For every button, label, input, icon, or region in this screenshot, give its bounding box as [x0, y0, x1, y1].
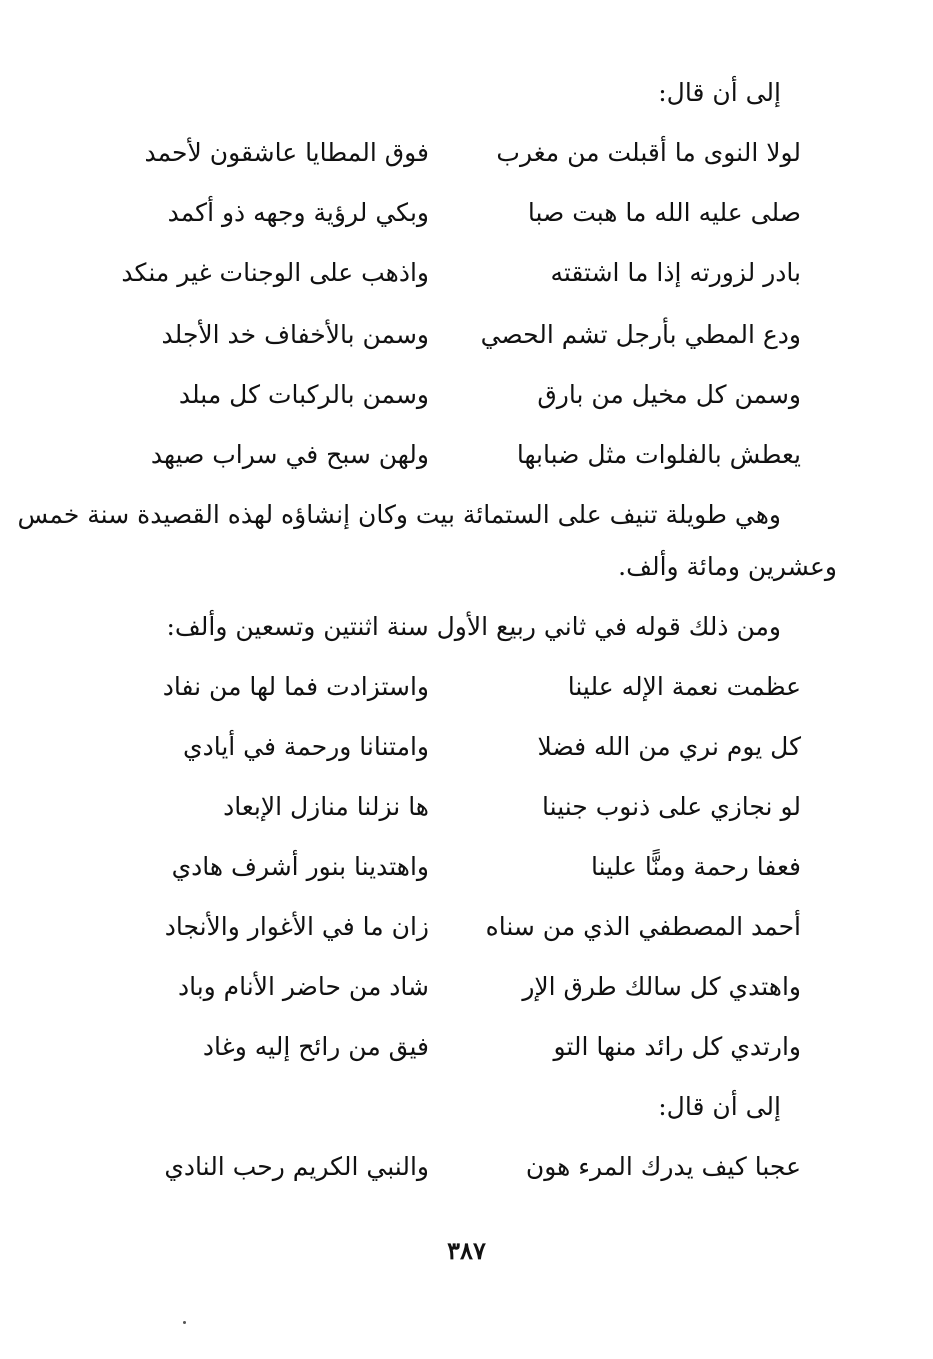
verse-sadr: فعفا رحمة ومنًّا علينا — [590, 852, 801, 881]
verse-ajuz: ها نزلنا منازل الإبعاد — [223, 792, 429, 821]
verse-sadr: عجبا كيف يدرك المرء هون — [525, 1152, 801, 1181]
verse-sadr: وسمن كل مخيل من بارق — [537, 380, 801, 409]
verse-ajuz: فيق من رائح إليه وغاد — [202, 1032, 429, 1061]
prose-paragraph: ومن ذلك قوله في ثاني ربيع الأول سنة اثنتين وتسعين وألف: — [166, 612, 781, 641]
verse-ajuz: فوق المطايا عاشقون لأحمد — [144, 138, 429, 167]
verse-sadr: عظمت نعمة الإله علينا — [567, 672, 801, 701]
intro-text: إلى أن قال: — [658, 78, 781, 107]
verse-sadr: كل يوم نري من الله فضلا — [537, 732, 801, 761]
prose-paragraph: وعشرين ومائة وألف. — [618, 552, 837, 581]
verse-sadr: أحمد المصطفي الذي من سناه — [485, 912, 801, 941]
verse-ajuz: زان ما في الأغوار والأنجاد — [164, 912, 429, 941]
verse-ajuz: والنبي الكريم رحب النادي — [164, 1152, 429, 1181]
prose-paragraph: وهي طويلة تنيف على الستمائة بيت وكان إنشاؤه لهذه القصيدة سنة خمس — [17, 500, 781, 529]
scan-speck — [183, 1321, 186, 1324]
verse-ajuz: ولهن سبح في سراب صيهد — [150, 440, 429, 469]
verse-ajuz: واهتدينا بنور أشرف هادي — [171, 852, 429, 881]
verse-sadr: لو نجازي على ذنوب جنينا — [542, 792, 801, 821]
verse-ajuz: واستزادت فما لها من نفاد — [162, 672, 429, 701]
verse-sadr: صلى عليه الله ما هبت صبا — [527, 198, 801, 227]
verse-ajuz: وامتنانا ورحمة في أيادي — [183, 732, 429, 761]
verse-ajuz: وسمن بالأخفاف خد الأجلد — [161, 320, 429, 349]
verse-sadr: يعطش بالفلوات مثل ضبابها — [516, 440, 801, 469]
verse-ajuz: وبكي لرؤية وجهه ذو أكمد — [167, 198, 429, 227]
intro-text: إلى أن قال: — [658, 1092, 781, 1121]
verse-sadr: ودع المطي بأرجل تشم الحصي — [480, 320, 801, 349]
verse-sadr: لولا النوى ما أقبلت من مغرب — [496, 138, 801, 167]
page-number: ٣٨٧ — [447, 1236, 486, 1265]
verse-ajuz: واذهب على الوجنات غير منكد — [121, 258, 429, 287]
verse-ajuz: شاد من حاضر الأنام وباد — [177, 972, 429, 1001]
verse-sadr: وارتدي كل رائد منها التو — [553, 1032, 801, 1061]
verse-sadr: بادر لزورته إذا ما اشتقته — [550, 258, 801, 287]
verse-sadr: واهتدي كل سالك طرق الإر — [522, 972, 801, 1001]
verse-ajuz: وسمن بالركبات كل مبلد — [178, 380, 429, 409]
